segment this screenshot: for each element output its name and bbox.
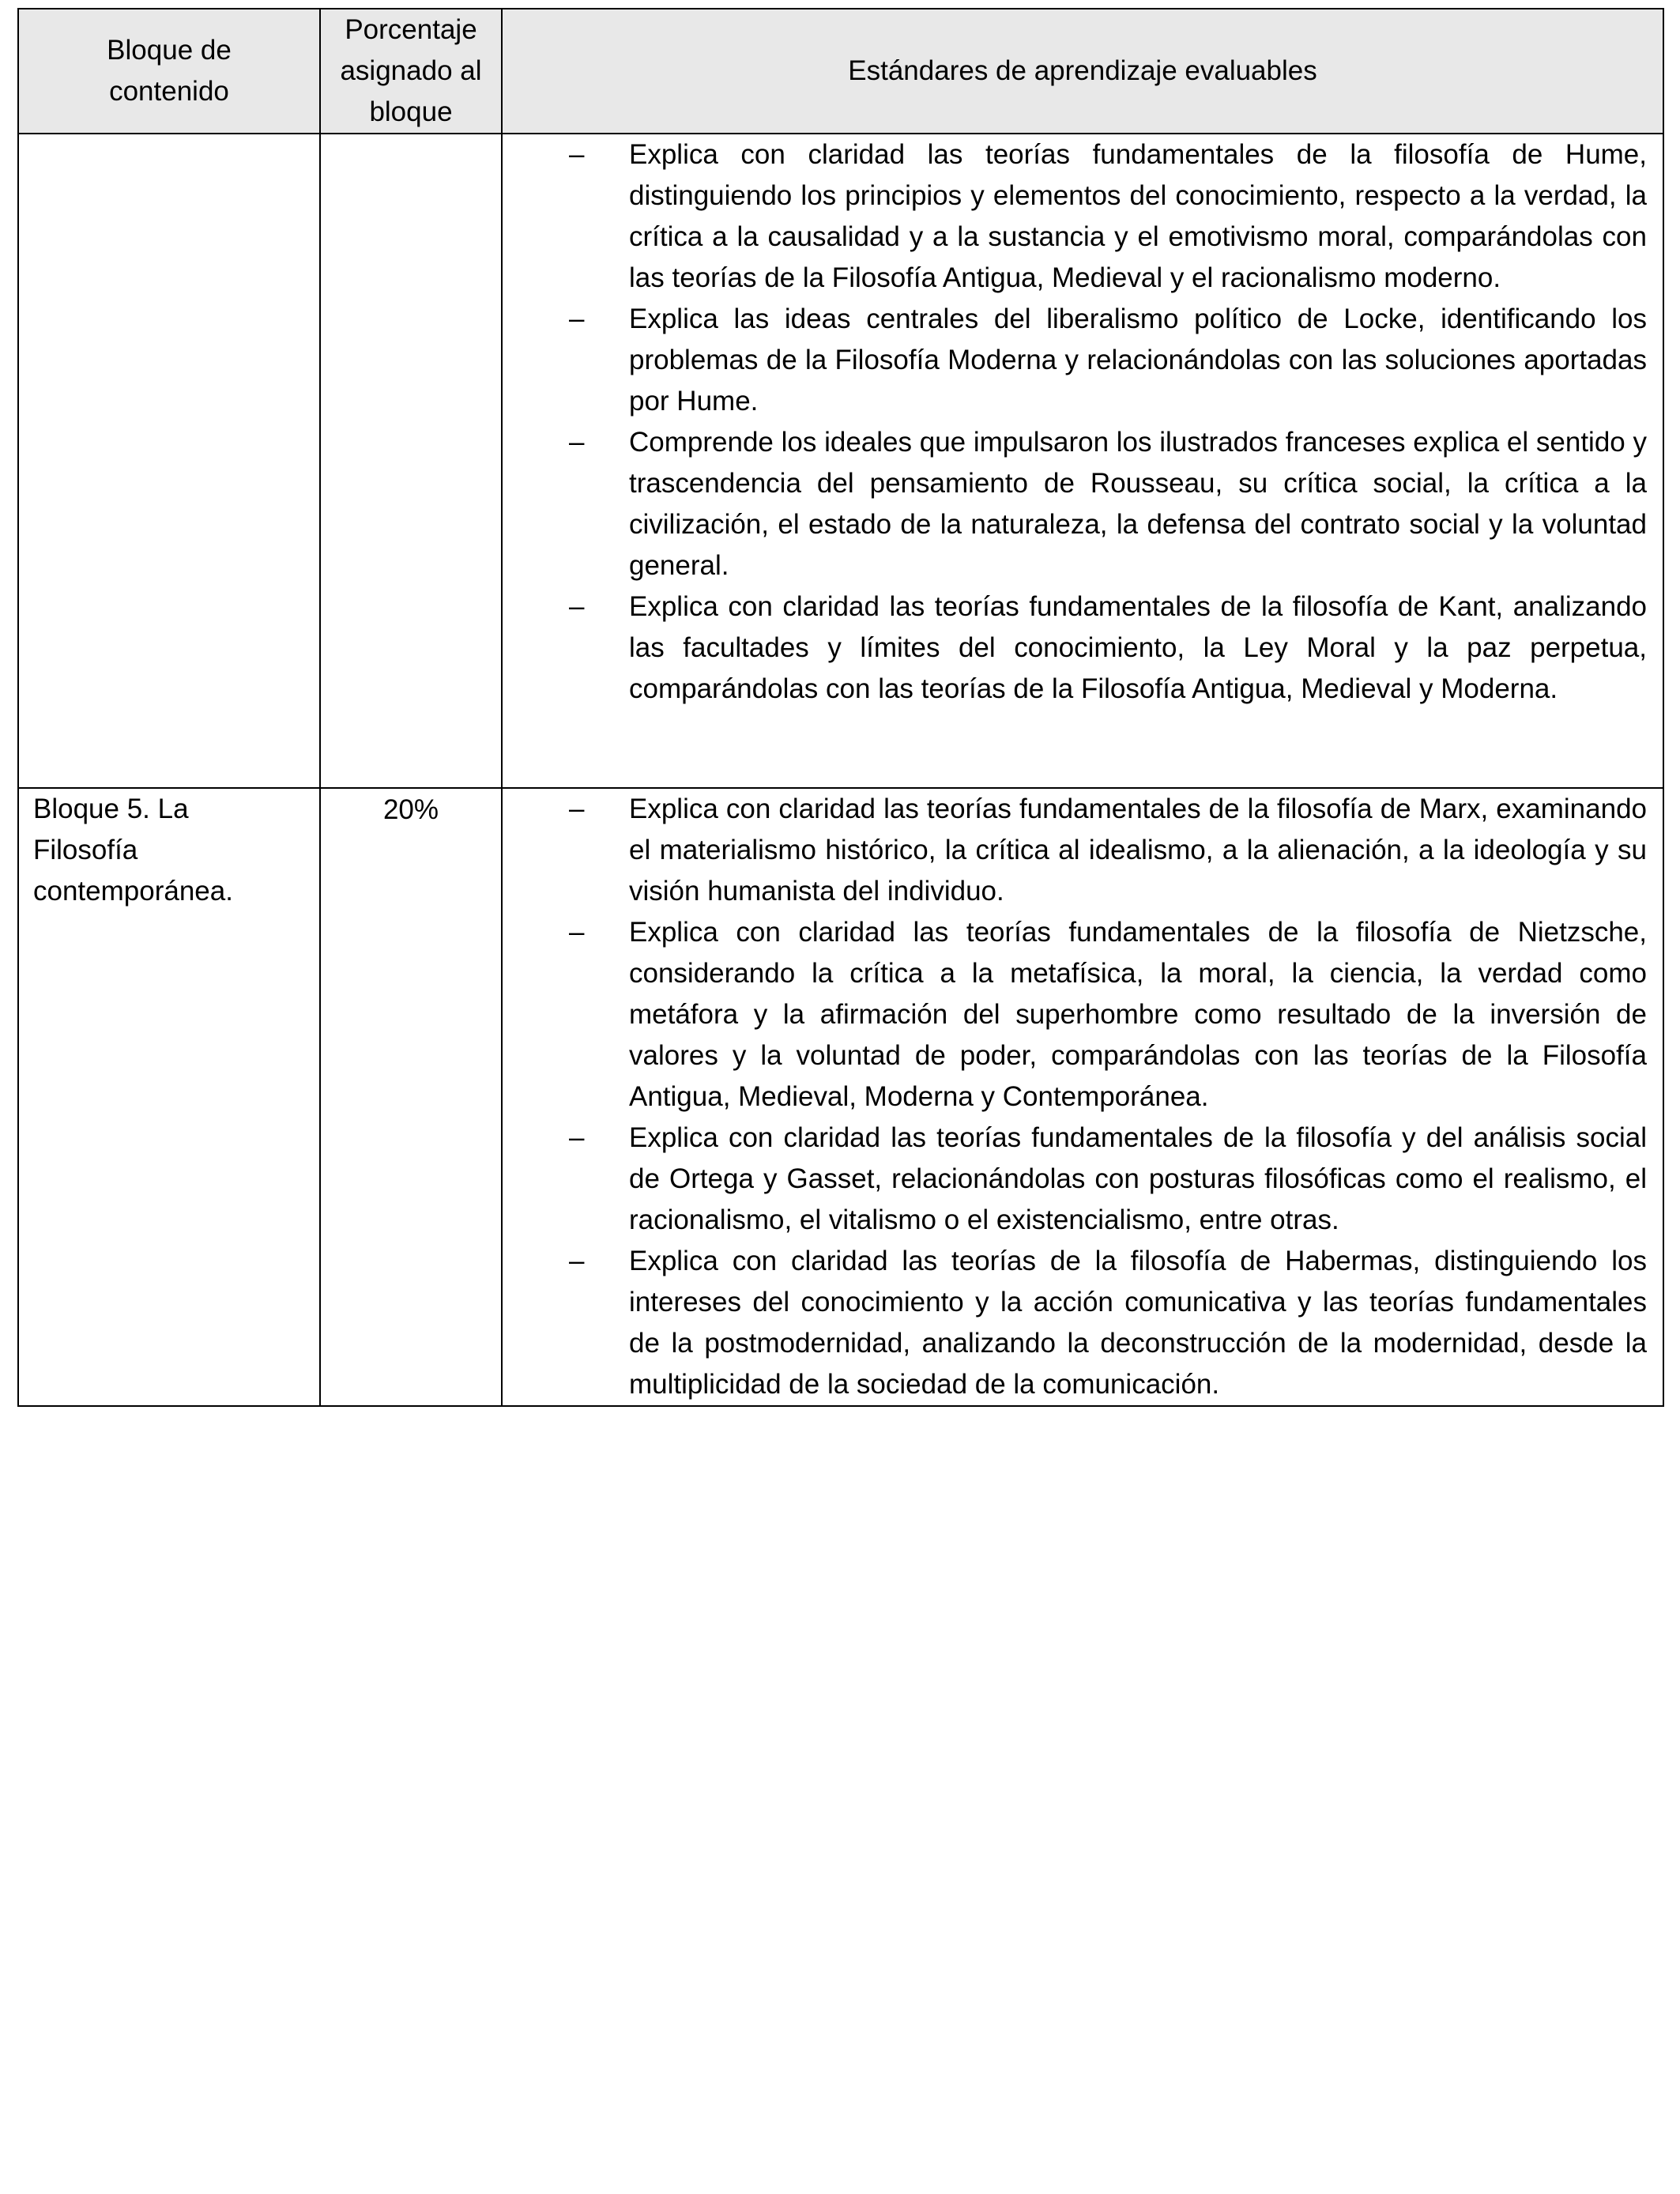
standards-list [503, 789, 1647, 1405]
standard-text: Explica con claridad las teorías de la filosofía de Habermas, distinguiendo los intereses del conocimiento y la acción comunicativa y las teorías fundamentales de la postmodernidad, analizando la deconstrucción de la modernidad, desde la multiplicidad de la sociedad de la comunicación. [629, 1246, 1647, 1400]
block-cell [18, 788, 320, 1406]
percent-value: 20% [382, 794, 439, 825]
list-item [503, 299, 1647, 422]
standard-text: Explica con claridad las teorías fundamentales de la filosofía y del análisis social de Ortega y Gasset, relacionándolas con posturas filosóficas como el realismo, el racionalismo, el vitalismo o el existencialismo, entre otras. [629, 1122, 1647, 1235]
header-percentage-label: Porcentaje asignado al bloque [340, 14, 482, 127]
standard-text: Explica con claridad las teorías fundamentales de la filosofía de Kant, analizando las facultades y límites del conocimiento, la Ley Moral y la paz perpetua, comparándolas con las teorías de la Filosofía Antigua, Medieval y Moderna. [629, 591, 1647, 704]
dash-bullet: – [569, 1122, 585, 1153]
header-learning-standards [502, 9, 1663, 134]
percent-cell [320, 134, 502, 788]
standard-text: Explica con claridad las teorías fundamentales de la filosofía de Hume, distinguiendo los principios y elementos del conocimiento, respecto a la verdad, la crítica a la causalidad y a la sustancia y el emotivismo moral, comparándolas con las teorías de la Filosofía Antigua, Medieval y el racionalismo moderno. [629, 139, 1647, 293]
list-item [503, 789, 1647, 912]
list-item [503, 586, 1647, 710]
block-cell [18, 134, 320, 788]
list-item [503, 1118, 1647, 1241]
dash-bullet: – [569, 591, 585, 622]
standards-cell [502, 788, 1663, 1406]
list-item [503, 912, 1647, 1118]
list-item [503, 422, 1647, 586]
table-row [18, 788, 1663, 1406]
block-label: Bloque 5. La Filosofía contemporánea. [33, 794, 233, 907]
dash-bullet: – [569, 427, 585, 458]
standard-text: Explica con claridad las teorías fundamentales de la filosofía de Nietzsche, considerando la crítica a la metafísica, la moral, la ciencia, la verdad como metáfora y la afirmación del superhombre como resultado de la inversión de valores y la voluntad de poder, comparándolas con las teorías de la Filosofía Antigua, Medieval, Moderna y Contemporánea. [629, 917, 1647, 1112]
dash-bullet: – [569, 1246, 585, 1276]
percent-cell [320, 788, 502, 1406]
standards-list [503, 134, 1647, 710]
table-row [18, 134, 1663, 788]
header-block-label: Bloque de contenido [107, 35, 232, 107]
dash-bullet: – [569, 794, 585, 824]
standard-text: Explica con claridad las teorías fundamentales de la filosofía de Marx, examinando el materialismo histórico, la crítica al idealismo, a la alienación, a la ideología y su visión humanista del individuo. [629, 794, 1647, 907]
dash-bullet: – [569, 917, 585, 948]
table-header-row [18, 9, 1663, 134]
dash-bullet: – [569, 139, 585, 170]
header-block-of-content [18, 9, 320, 134]
standard-text: Comprende los ideales que impulsaron los ilustrados franceses explica el sentido y trascendencia del pensamiento de Rousseau, su crítica social, la crítica a la civilización, el estado de la naturaleza, la defensa del contrato social y la voluntad general. [629, 427, 1647, 581]
header-standards-label: Estándares de aprendizaje evaluables [848, 55, 1317, 86]
standard-text: Explica las ideas centrales del liberalismo político de Locke, identificando los problemas de la Filosofía Moderna y relacionándolas con las soluciones aportadas por Hume. [629, 303, 1647, 417]
standards-cell [502, 134, 1663, 788]
header-percentage [320, 9, 502, 134]
dash-bullet: – [569, 303, 585, 334]
list-item [503, 1241, 1647, 1405]
list-item [503, 134, 1647, 299]
standards-table [17, 8, 1664, 1407]
